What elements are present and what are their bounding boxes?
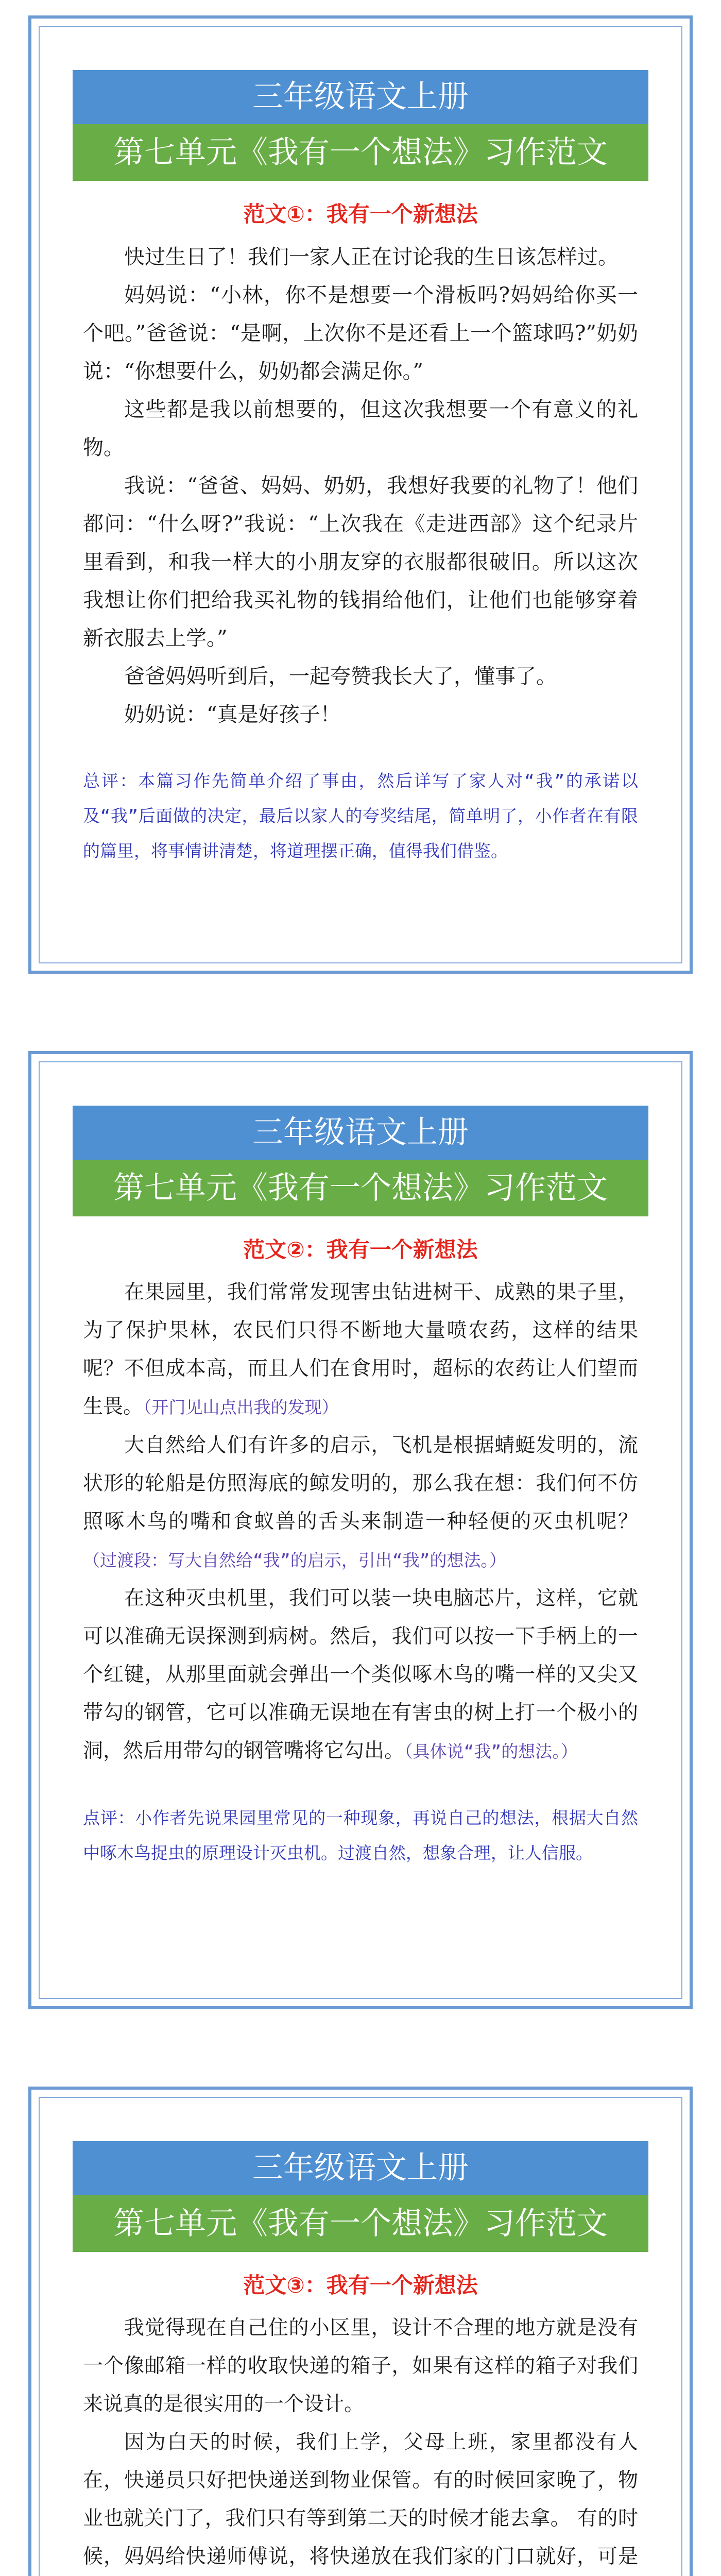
essay-card-2 [28, 1051, 693, 2009]
essay-card-3 [28, 2087, 693, 2576]
essay-body [83, 2270, 638, 2576]
essay-paragraph: 爸爸妈妈听到后，一起夸赞我长大了，懂事了。 [124, 665, 557, 688]
grade-title-banner: 三年级语文上册 [73, 1106, 648, 1160]
paragraph-text: 在这种灭虫机里，我们可以装一块电脑芯片，这样，它就可以准确无误探测到病树。然后，我们可以按一下手柄上的一个红键，从那里面就会弹出一个类似啄木鸟的嘴一样的又尖又带勾的钢管，它可以准确无误地在有害虫的树上打一个极小的洞，然后用带勾的钢管嘴将它勾出。 [83, 1587, 638, 1762]
essay-body [83, 199, 638, 869]
essay-paragraph: 我觉得现在自己住的小区里，设计不合理的地方就是没有一个像邮箱一样的收取快递的箱子，如果有这样的箱子对我们来说真的是很实用的一个设计。 [83, 2316, 638, 2416]
essay-title: 范文③：我有一个新想法 [243, 2273, 478, 2298]
essay-title: 范文②：我有一个新想法 [243, 1237, 478, 1262]
essay-card-1 [28, 15, 693, 974]
grade-title-banner: 三年级语文上册 [73, 70, 648, 124]
essay-paragraph: 我说：“爸爸、妈妈、奶奶，我想好我要的礼物了！他们都问：“什么呀?”我说：“上次我在《走进西部》这个纪录片里看到，和我一样大的小朋友穿的衣服都很破旧。所以这次我想让你们把给我买礼物的钱捐给他们，让他们也能够穿着新衣服去上学。” [83, 474, 638, 650]
paragraph-annotation: （具体说“我”的想法。） [404, 1741, 578, 1761]
essay-paragraph: 因为白天的时候，我们上学，父母上班，家里都没有人在，快递员只好把快递送到物业保管。有的时候回家晚了，物业也就关门了，我们只有等到第二天的时候才能去拿。 有的时候，妈妈给快递师傅说，将快递放在我们家的门口就好，可是 [83, 2431, 638, 2568]
paragraph-annotation: （过渡段：写大自然给“我”的启示，引出“我”的想法。） [83, 1550, 506, 1570]
grade-title-banner: 三年级语文上册 [73, 2141, 648, 2195]
essay-paragraph: 奶奶说：“真是好孩子！ [124, 703, 341, 726]
essay-comment: 总评：本篇习作先简单介绍了事由，然后详写了家人对“我”的承诺以及“我”后面做的决定，最后以家人的夸奖结尾，简单明了，小作者在有限的篇里，将事情讲清楚，将道理摆正确，值得我们借鉴。 [83, 771, 638, 861]
unit-title-banner: 第七单元《我有一个想法》习作范文 [73, 1160, 648, 1216]
paragraph-text: 在果园里，我们常常发现害虫钻进树干、成熟的果子里，为了保护果林，农民们只得不断地大量喷农药，这样的结果呢？不但成本高，而且人们在食用时，超标的农药让人们望而生畏。 [83, 1281, 638, 1418]
essay-title: 范文①：我有一个新想法 [243, 201, 478, 227]
essay-paragraph [83, 1580, 638, 1771]
essay-paragraph: 快过生日了！我们一家人正在讨论我的生日该怎样过。 [124, 245, 619, 269]
essay-paragraph [83, 1274, 638, 1427]
paragraph-text: 大自然给人们有许多的启示，飞机是根据蜻蜓发明的，流状形的轮船是仿照海底的鲸发明的，那么我在想：我们何不仿照啄木鸟的嘴和食蚁兽的舌头来制造一种轻便的灭虫机呢？ [83, 1434, 638, 1533]
essay-comment: 点评：小作者先说果园里常见的一种现象，再说自己的想法，根据大自然中啄木鸟捉虫的原理设计灭虫机。过渡自然，想象合理，让人信服。 [83, 1808, 638, 1863]
essay-paragraph: 这些都是我以前想要的，但这次我想要一个有意义的礼物。 [83, 398, 638, 460]
paragraph-annotation: （开门见山点出我的发现） [143, 1397, 339, 1417]
unit-title-banner: 第七单元《我有一个想法》习作范文 [73, 2195, 648, 2252]
unit-title-banner: 第七单元《我有一个想法》习作范文 [73, 124, 648, 181]
essay-paragraph: 妈妈说：“小林，你不是想要一个滑板吗?妈妈给你买一个吧。”爸爸说：“是啊，上次你不是还看上一个篮球吗?”奶奶说：“你想要什么，奶奶都会满足你。” [83, 283, 638, 383]
essay-body [83, 1234, 638, 1871]
essay-paragraph [83, 1427, 638, 1580]
